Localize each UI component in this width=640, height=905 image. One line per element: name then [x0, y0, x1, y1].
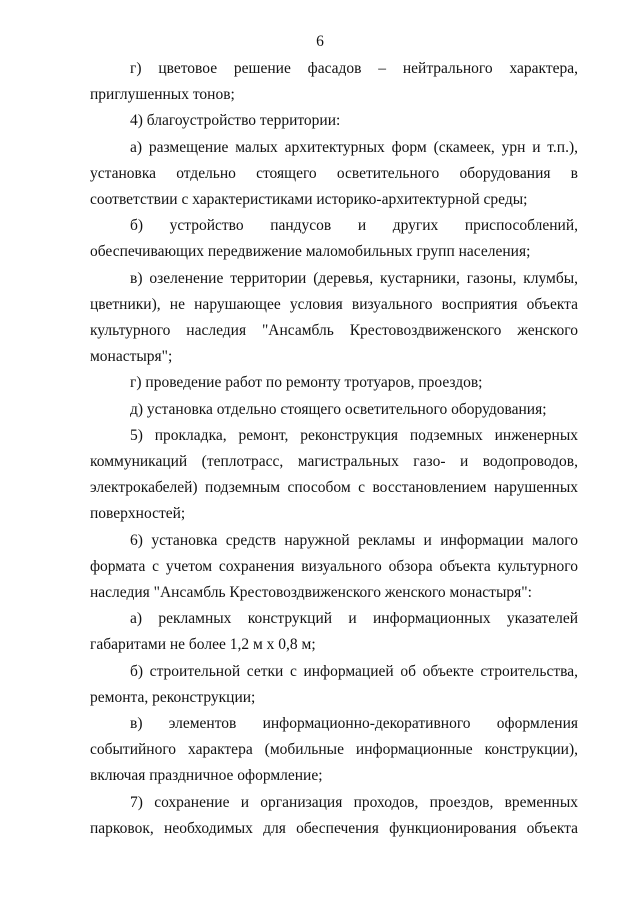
paragraph-v-greening: в) озеленение территории (деревья, кустарники, газоны, клумбы, цветники), не нарушающее условия визуального восприятия объекта культурного наследия "Ансамбль Крестовоздвиженского женского монастыря"; [90, 269, 578, 366]
paragraph-7-passages: 7) сохранение и организация проходов, проездов, временных парковок, необходимых для обеспечения функционирования объекта [90, 793, 578, 837]
paragraph-6-advertising: 6) установка средств наружной рекламы и информации малого формата с учетом сохранения визуального обзора объекта культурного наследия "Ансамбль Крестовоздвиженского женского монастыря": [90, 531, 578, 602]
paragraph-a-small-forms: а) размещение малых архитектурных форм (скамеек, урн и т.п.), установка отдельно стоящего осветительного оборудования в соответствии с характеристиками историко-архитектурной среды; [90, 138, 578, 209]
paragraph-v-decorative-elements: в) элементов информационно-декоративного оформления событийного характера (мобильные информационные конструкции), включая праздничное оформление; [90, 715, 578, 785]
paragraph-b-construction-mesh: б) строительной сетки с информацией об объекте строительства, ремонта, реконструкции; [90, 662, 578, 706]
paragraph-g-facade-colors: г) цветовое решение фасадов – нейтрального характера, приглушенных тонов; [90, 60, 578, 104]
paragraph-5-utilities: 5) прокладка, ремонт, реконструкция подземных инженерных коммуникаций (теплотрасс, магистральных газо- и водопроводов, электрокабелей) подземным способом с восстановлением нарушенных поверхностей; [90, 426, 578, 523]
paragraph-g-sidewalk-repair: г) проведение работ по ремонту тротуаров, проездов; [130, 374, 483, 392]
page-number: 6 [316, 33, 324, 50]
paragraph-b-ramps: б) устройство пандусов и других приспособлений, обеспечивающих передвижение маломобильных групп населения; [90, 217, 578, 261]
document-body [90, 56, 578, 842]
paragraph-d-lighting: д) установка отдельно стоящего осветительного оборудования; [130, 400, 547, 418]
paragraph-a-ad-structures: а) рекламных конструкций и информационных указателей габаритами не более 1,2 м x 0,8 м; [90, 610, 578, 654]
paragraph-4-landscaping: 4) благоустройство территории: [130, 112, 341, 130]
